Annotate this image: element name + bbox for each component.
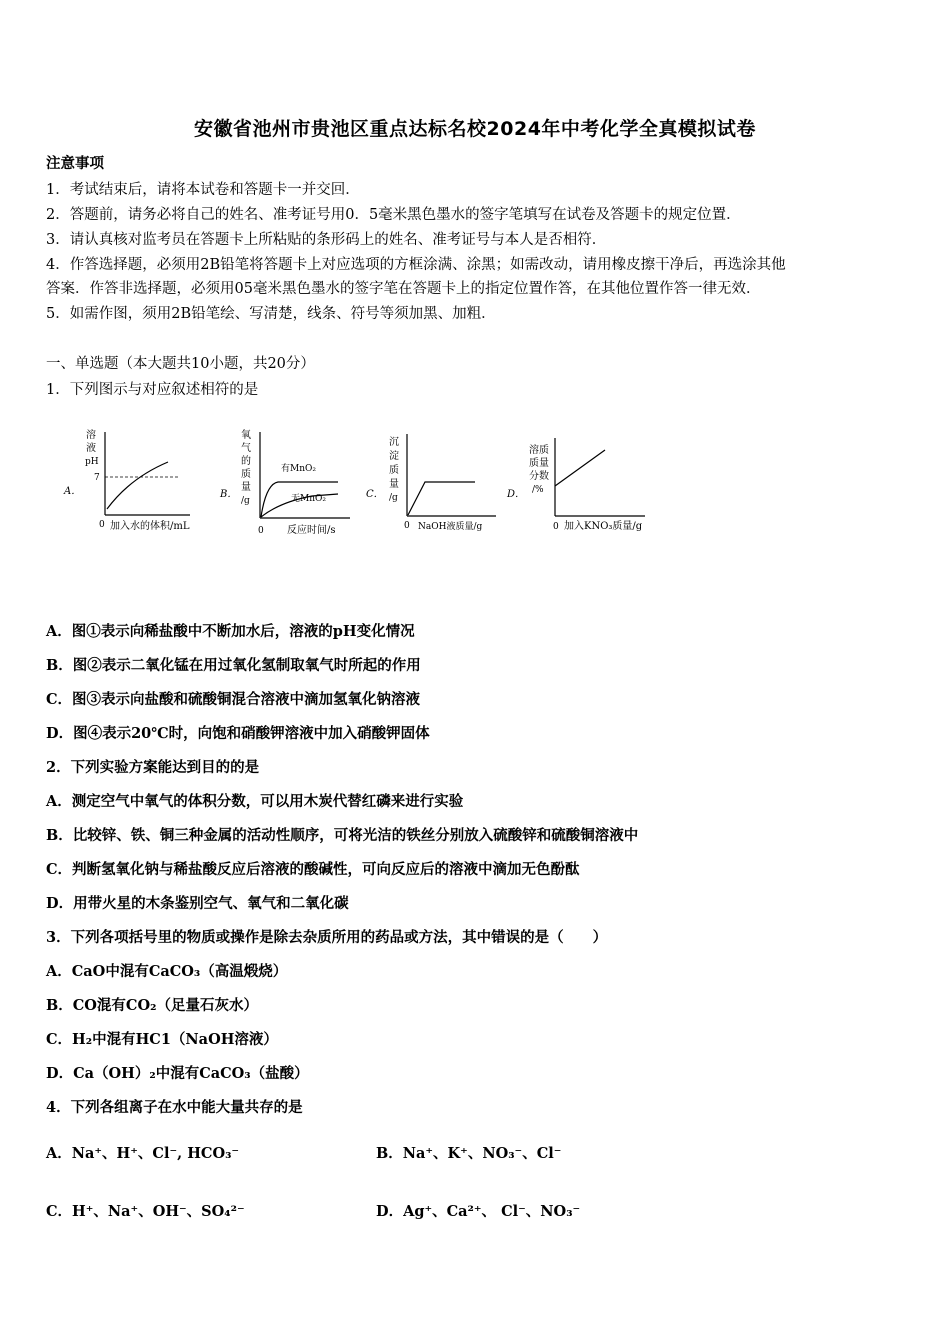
figure-a-xlabel: 加入水的体积/mL	[110, 521, 190, 532]
figure-a-ylabel: 溶	[86, 430, 96, 441]
notes-heading: 注意事项	[46, 155, 104, 172]
note-item: 5．如需作图，须用2B铅笔绘、写清楚，线条、符号等须加黑、加粗．	[46, 306, 496, 322]
figure-c	[366, 434, 496, 532]
note-item: 1．考试结束后，请将本试卷和答题卡一并交回．	[46, 182, 360, 198]
figure-b-ylabel: 气	[241, 443, 251, 454]
figure-a-ylabel: 液	[86, 443, 96, 454]
figure-d-xlabel: 加入KNO₃质量/g	[564, 521, 643, 532]
question-1-figures	[50, 418, 670, 548]
figure-c-origin: 0	[404, 521, 410, 531]
figure-a-letter: A．	[64, 486, 82, 497]
q2-option-b: B．比较锌、铁、铜三种金属的活动性顺序，可将光洁的铁丝分别放入硫酸锌和硫酸铜溶液中	[46, 827, 639, 844]
figure-c-xlabel: NaOH液质量/g	[418, 522, 483, 532]
figure-c-ylabel: 淀	[389, 451, 399, 462]
figure-b-ylabel: 质	[241, 469, 251, 480]
figure-d-ylabel: 分数	[529, 471, 549, 482]
q1-option-d: D．图④表示20℃时，向饱和硝酸钾溶液中加入硝酸钾固体	[46, 725, 430, 742]
q4-option-d: D．Ag⁺、Ca²⁺、 Cl⁻、NO₃⁻	[376, 1203, 581, 1220]
figure-b-curve2-label: 无MnO₂	[291, 494, 326, 504]
figure-set	[50, 418, 670, 548]
figure-a-origin: 0	[99, 520, 105, 530]
figure-c-ylabel: 质	[389, 465, 399, 476]
q3-option-a: A．CaO中混有CaCO₃（高温煅烧）	[46, 963, 288, 980]
figure-c-ylabel: /g	[389, 493, 398, 503]
figure-a-mark: 7	[94, 473, 100, 483]
note-item: 2．答题前，请务必将自己的姓名、准考证号用0．5毫米黑色墨水的签字笔填写在试卷及答题卡的规定位置．	[46, 207, 741, 223]
q2-option-a: A．测定空气中氧气的体积分数，可以用木炭代替红磷来进行实验	[46, 793, 464, 810]
figure-d-origin: 0	[553, 522, 559, 532]
q4-option-a: A．Na⁺、H⁺、Cl⁻, HCO₃⁻	[46, 1145, 240, 1162]
figure-d-ylabel: 质量	[529, 458, 549, 469]
note-item: 3．请认真核对监考员在答题卡上所粘贴的条形码上的姓名、准考证号与本人是否相符．	[46, 232, 607, 248]
q4-option-b: B．Na⁺、K⁺、NO₃⁻、Cl⁻	[376, 1145, 562, 1162]
figure-a-curve	[107, 462, 168, 509]
figure-d-curve	[555, 450, 605, 486]
q1-option-b: B．图②表示二氧化锰在用过氧化氢制取氧气时所起的作用	[46, 657, 421, 674]
figure-b	[219, 428, 350, 536]
page-title: 安徽省池州市贵池区重点达标名校2024年中考化学全真模拟试卷	[194, 118, 756, 140]
figure-d-ylabel: /%	[532, 485, 544, 495]
figure-b-ylabel: 氧	[241, 430, 251, 441]
q3-option-d: D．Ca（OH）₂中混有CaCO₃（盐酸）	[46, 1065, 309, 1082]
q2-option-d: D．用带火星的木条鉴别空气、氧气和二氧化碳	[46, 895, 349, 912]
section-heading: 一、单选题（本大题共10小题，共20分）	[46, 356, 315, 372]
question-1-stem: 1．下列图示与对应叙述相符的是	[46, 382, 259, 398]
q1-option-a: A．图①表示向稀盐酸中不断加水后，溶液的pH变化情况	[46, 623, 415, 640]
figure-c-ylabel: 量	[389, 479, 399, 490]
figure-d-ylabel: 溶质	[529, 445, 549, 456]
figure-b-ylabel: /g	[241, 496, 250, 506]
figure-b-letter: B．	[220, 489, 238, 500]
q4-option-c: C．H⁺、Na⁺、OH⁻、SO₄²⁻	[46, 1203, 245, 1220]
figure-c-curve	[408, 482, 475, 515]
figure-b-ylabel: 量	[241, 482, 251, 493]
figure-b-origin: 0	[258, 526, 264, 536]
figure-c-letter: C．	[366, 489, 384, 500]
figure-b-xlabel: 反应时间/s	[287, 525, 336, 536]
q3-option-b: B．CO混有CO₂（足量石灰水）	[46, 997, 258, 1014]
figure-c-ylabel: 沉	[389, 437, 399, 448]
figure-d-letter: D．	[507, 489, 526, 500]
q3-option-c: C．H₂中混有HC1（NaOH溶液）	[46, 1031, 278, 1048]
figure-d	[506, 438, 645, 532]
q2-option-c: C．判断氢氧化钠与稀盐酸反应后溶液的酸碱性，可向反应后的溶液中滴加无色酚酞	[46, 861, 580, 878]
q1-option-c: C．图③表示向盐酸和硫酸铜混合溶液中滴加氢氧化钠溶液	[46, 691, 421, 708]
note-item: 答案．作答非选择题，必须用05毫米黑色墨水的签字笔在答题卡上的指定位置作答，在其他位置作答一律无效．	[46, 281, 761, 297]
question-3-stem: 3．下列各项括号里的物质或操作是除去杂质所用的药品或方法，其中错误的是（ ）	[46, 929, 608, 946]
question-4-stem: 4．下列各组离子在水中能大量共存的是	[46, 1099, 303, 1116]
question-2-stem: 2．下列实验方案能达到目的的是	[46, 759, 260, 776]
figure-b-curve1-label: 有MnO₂	[281, 464, 316, 474]
note-item: 4．作答选择题，必须用2B铅笔将答题卡上对应选项的方框涂满、涂黑；如需改动，请用橡皮擦干净后，再选涂其他	[46, 257, 786, 273]
figure-b-ylabel: 的	[241, 456, 251, 467]
figure-a	[63, 428, 190, 532]
figure-a-ylabel: pH	[85, 457, 99, 467]
